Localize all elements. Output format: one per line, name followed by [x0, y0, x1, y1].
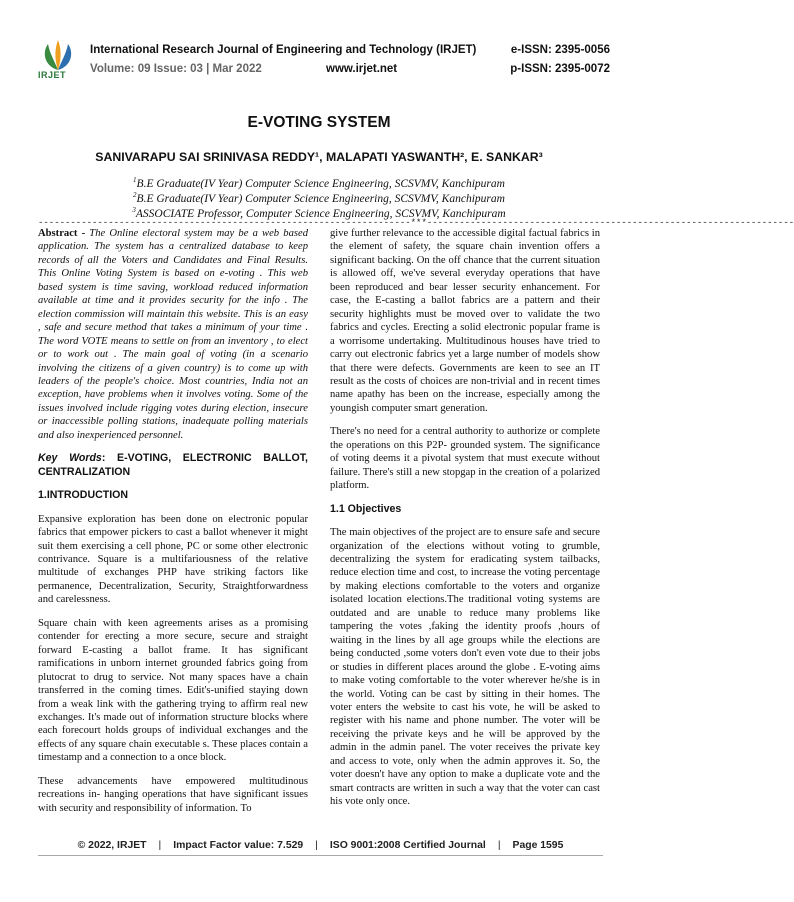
affiliation-number: 3: [132, 206, 136, 214]
journal-header: [30, 40, 608, 84]
affiliation-text: ASSOCIATE Professor, Computer Science Engineering, SCSVMV, Kanchipuram: [135, 207, 506, 220]
paper-title: E-VOTING SYSTEM: [247, 114, 391, 131]
section-heading-objectives: 1.1 Objectives: [330, 502, 402, 515]
logo-text: IRJET: [38, 70, 67, 80]
page-number: Page 1595: [512, 839, 564, 851]
keywords: [38, 452, 308, 479]
header-line-2: [90, 63, 610, 75]
paragraph: The main objectives of the project are to ensure safe and secure organization of the elections without voting to grumble, decentralizing the system for eradicating system tailbacks, reduce election time and cost, to increase the voting percentage by making elections comfortable to the voters and organize isolated location elections.The traditional voting systems are outdated and are unable to reduce many problems like tampering the votes ,faking the identity proofs ,hours of waiting in the lines by all age groups while the elections are being conducted ,some voters don't even vote due to their jobs or studies in different places around the globe . E-voting aims to make voting comfortable to the voter wherever he/she is in the world. Voting can be cast by sitting in their homes. The voter enters the website to cast his vote, he will be asked to register with his name and phone number. The voter will be receiving the private keys and he will be approved by the admin in the admin panel. The voter receives the private key and access to vote, only when the admin approves it. So, the voter doesn't have any option to make a duplicate vote and the smart contracts are written in such a way that the voter can cast his vote only once.: [330, 527, 600, 808]
affiliation-1: [0, 176, 638, 190]
logo-leaf-icon: [38, 40, 78, 72]
right-column: [330, 227, 600, 819]
keywords-label: Key Words: [38, 452, 102, 465]
paragraph: These advancements have empowered multitudinous recreations in- hanging operations that have significant issues with security and responsibility of information. To: [38, 775, 308, 814]
keywords-text: : E-VOTING, ELECTRONIC BALLOT, CENTRALIZATION: [38, 452, 308, 478]
abstract-text: The Online electoral system may be a web based application. The system has a centralized database to keep records of all the Voters and Candidates and Final Results. This Online Voting System is based on e-voting . This web based system is time saving, workload reduced information available at time and it provides security for the info . The election commission will maintain this website. This is an easy , safe and secure method that takes a minimum of your time . The word VOTE means to settle on from an inventory , to elect or to work out . The main goal of voting (in a scenario involving the citizens of a given country) is to come up with leaders of the people's choice. Most countries, India not an exception, have problems when it involves voting. Some of the issues involved include rigging votes during election, insecure or inaccessible polling stations, inadequate polling materials and also inexperienced personnel.: [38, 228, 308, 441]
copyright: © 2022, IRJET: [77, 839, 147, 851]
footer-divider: |: [158, 839, 162, 851]
header-line-1: [90, 44, 610, 56]
paragraph: give further relevance to the accessible digital factual fabrics in the element of safety, the square chain invention offers a significant backing. On the off chance that the current situation is allowed off, we've several everyday operations that have been reproduced and bear lesser security enhancement. For case, the E-casting a ballot fabrics are a pattern and their security highlights must be moved over to validate the two fabrics and cycles. Erecting a solid electronic popular frame is a worrisome undertaking. Multitudinous houses have tried to carry out electronic fabrics yet a large number of models show that there were defects. Governments are keen to see an IT result as the costs of choices are non-trivial and in recent times name apathy has been on the increase, especially among the youngish computer smart generation.: [330, 228, 600, 414]
left-column: [38, 227, 308, 825]
e-issn: e-ISSN: 2395-0056: [510, 44, 610, 56]
p-issn: p-ISSN: 2395-0072: [510, 63, 610, 75]
footer-divider: |: [497, 839, 501, 851]
affiliation-text: B.E Graduate(IV Year) Computer Science Engineering, SCSVMV, Kanchipuram: [136, 192, 505, 205]
iso-certification: ISO 9001:2008 Certified Journal: [329, 839, 486, 851]
page-footer: [38, 835, 603, 855]
abstract: [38, 227, 308, 442]
affiliation-number: 2: [133, 191, 137, 199]
affiliation-2: [0, 191, 638, 205]
paragraph: Expansive exploration has been done on electronic popular fabrics that empower pickers to cast a ballot whenever it might suit them exercising a cell phone, PC or some other electronic contrivance. Square is a multifariousness of the relative multitude of exchanges PHP have striking factors like permanence, Decentralization, Security, Straightforwardness and carelessness.: [38, 513, 308, 606]
volume-issue: Volume: 09 Issue: 03 | Mar 2022: [90, 63, 262, 75]
footer-divider: |: [315, 839, 318, 851]
section-separator: ---------------------------------------------------------------------***--------------------------------------------------------------------: [38, 218, 794, 228]
website-link[interactable]: www.irjet.net: [326, 63, 398, 75]
abstract-label: Abstract -: [38, 228, 90, 239]
paragraph: Square chain with keen agreements arises as a promising contender for erecting a more secure, secure and straight forward E-casting a ballot frame. It has significant ramifications in unborn internet grounded fabrics going from plutocrat to drug to service. Not many spaces have a chain transferred in the coming times. Edit's-unified staying down from a weak link with the gathering trying to affirm real new exchanges. It's made out of information structure blocks where each forecourt holds groups of individual exchanges and the effects of any square chain executable s. These places contain a timestamp and a connection to a once block.: [38, 617, 308, 764]
footer-rule: [38, 855, 603, 856]
paragraph: There's no need for a central authority to authorize or complete the operations on this P2P- grounded system. The significance of voting deems it a pivotal system that must execute without failure. There's still a new stopgap in the creation of a polarized platform.: [330, 426, 600, 492]
affiliation-number: 1: [133, 176, 137, 184]
impact-factor: Impact Factor value: 7.529: [173, 839, 304, 851]
affiliation-text: B.E Graduate(IV Year) Computer Science Engineering, SCSVMV, Kanchipuram: [136, 177, 505, 190]
journal-name: International Research Journal of Engineering and Technology (IRJET): [90, 44, 477, 56]
paper-authors: SANIVARAPU SAI SRINIVASA REDDY¹, MALAPATI YASWANTH², E. SANKAR³: [95, 150, 543, 164]
section-heading-introduction: 1.INTRODUCTION: [38, 489, 129, 502]
